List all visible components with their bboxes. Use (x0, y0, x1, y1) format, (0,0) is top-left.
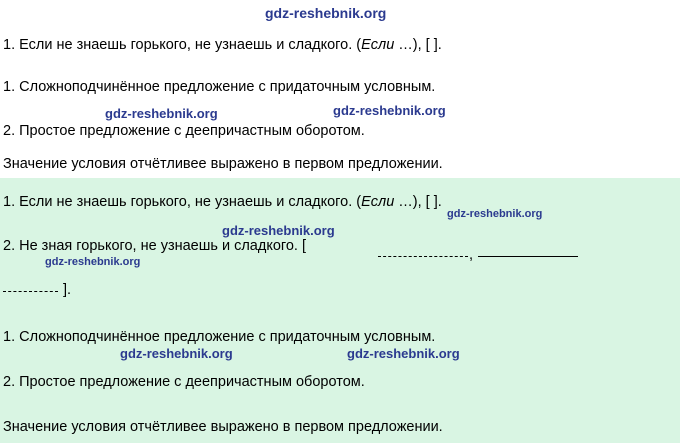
watermark-g: gdz-reshebnik.org (347, 346, 460, 361)
answer-sentence-2: 2. Не зная горького, не узнаешь и сладкого. [ (3, 238, 307, 254)
top-conclusion: Значение условия отчётливее выражено в первом предложении. (3, 156, 443, 172)
answer-conclusion: Значение условия отчётливее выражено в первом предложении. (3, 419, 443, 435)
answer-sentence-1-suffix: …), [ ]. (394, 194, 442, 210)
scheme-dashed-segment-1 (378, 256, 468, 257)
watermark-c: gdz-reshebnik.org (222, 223, 335, 238)
answer-analysis-1: 1. Сложноподчинённое предложение с придаточным условным. (3, 329, 436, 345)
top-analysis-2: 2. Простое предложение с деепричастным оборотом. (3, 123, 365, 139)
watermark-e: gdz-reshebnik.org (45, 256, 141, 268)
top-analysis-1: 1. Сложноподчинённое предложение с придаточным условным. (3, 79, 436, 95)
top-sentence-1 (3, 36, 442, 54)
scheme-solid-segment-1 (478, 256, 578, 257)
answer-sentence-1 (3, 193, 442, 211)
watermark-top: gdz-reshebnik.org (265, 5, 387, 21)
watermark-f: gdz-reshebnik.org (120, 346, 233, 361)
top-sentence-1-italic: Если (361, 37, 395, 53)
scheme-closing-bracket: ]. (63, 282, 72, 298)
scheme-comma: , (469, 247, 474, 263)
scheme-dashed-segment-2 (3, 291, 58, 292)
top-sentence-1-suffix: …), [ ]. (394, 37, 442, 53)
top-sentence-1-prefix: 1. Если не знаешь горького, не узнаешь и сладкого. ( (3, 37, 362, 53)
watermark-d: gdz-reshebnik.org (447, 208, 543, 220)
answer-sentence-1-italic: Если (361, 194, 395, 210)
answer-analysis-2: 2. Простое предложение с деепричастным оборотом. (3, 374, 365, 390)
highlighted-answer-region (0, 178, 680, 443)
watermark-b: gdz-reshebnik.org (333, 103, 446, 118)
answer-sentence-1-prefix: 1. Если не знаешь горького, не узнаешь и сладкого. ( (3, 194, 362, 210)
watermark-a: gdz-reshebnik.org (105, 106, 218, 121)
